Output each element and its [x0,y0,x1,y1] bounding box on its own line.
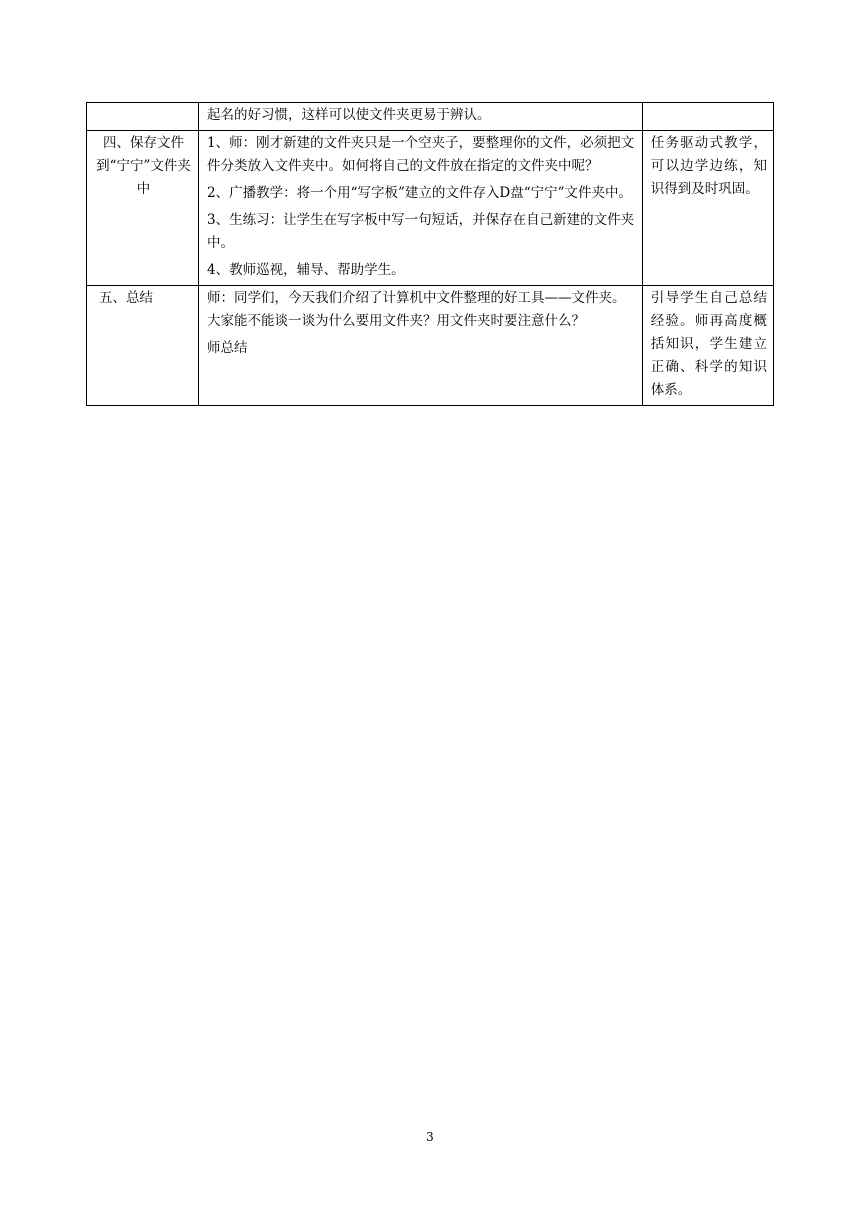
content-cell [199,103,643,131]
content-paragraph: 3、生练习：让学生在写字板中写一句短话，并保存在自己新建的文件夹中。 [207,212,635,251]
content-cell [199,131,643,286]
content-paragraph: 师总结 [207,340,248,356]
content-paragraph: 2、广播教学：将一个用“写字板”建立的文件存入D盘“宁宁”文件夹中。 [207,185,633,201]
page-number: 3 [426,1130,434,1144]
table-row [87,286,774,406]
stage-cell [87,103,199,131]
content-paragraph: 4、教师巡视，辅导、帮助学生。 [207,262,405,278]
table-row [87,103,774,131]
note-cell: 任务驱动式教学，可以边学边练，知识得到及时巩固。 [642,131,773,286]
note-cell: 引导学生自己总结经验。师再高度概括知识，学生建立正确、科学的知识体系。 [642,286,773,406]
content-paragraph: 师：同学们，今天我们介绍了计算机中文件整理的好工具——文件夹。大家能不能谈一谈为什么要用文件夹？用文件夹时要注意什么？ [207,290,626,329]
stage-cell: 五、总结 [87,286,199,406]
note-cell [642,103,773,131]
lesson-plan-table [86,102,774,406]
content-paragraph: 起名的好习惯，这样可以使文件夹更易于辨认。 [207,107,491,123]
table-row [87,131,774,286]
content-paragraph: 1、师：刚才新建的文件夹只是一个空夹子，要整理你的文件，必须把文件分类放入文件夹中。如何将自己的文件放在指定的文件夹中呢？ [207,135,635,174]
stage-cell: 四、保存文件到“宁宁”文件夹中 [87,131,199,286]
content-cell [199,286,643,406]
